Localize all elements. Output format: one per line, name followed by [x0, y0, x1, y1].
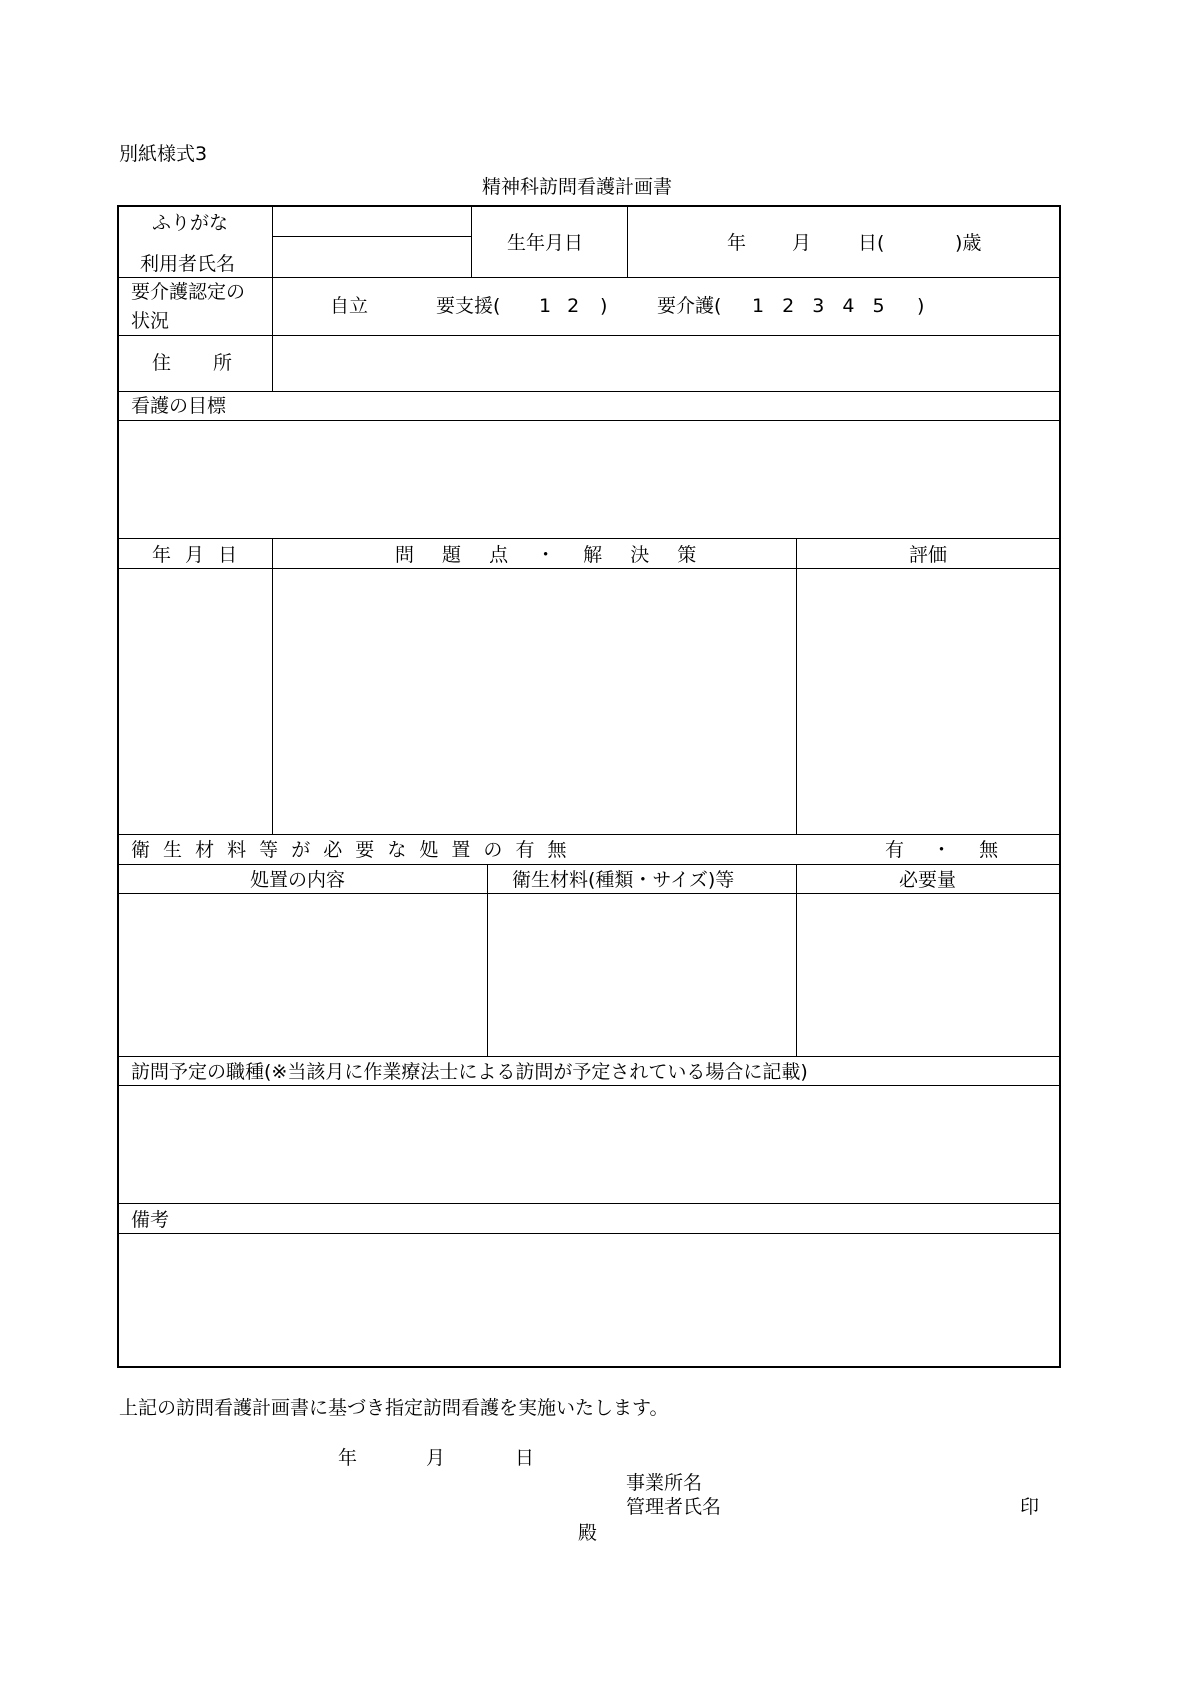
honorific: 殿 [578, 1522, 598, 1544]
seal-mark: 印 [1020, 1496, 1040, 1518]
divider [796, 864, 797, 1056]
option-independent[interactable]: 自立 [330, 295, 369, 317]
divider [117, 1056, 1061, 1057]
divider [117, 864, 1061, 865]
page-title: 精神科訪問看護計画書 [482, 176, 673, 198]
option-care-close: ) [917, 295, 925, 317]
divider [117, 538, 1061, 539]
age-suffix: )歳 [955, 232, 982, 254]
divider [117, 1085, 1061, 1086]
divider [272, 538, 273, 834]
visit-occupation-input[interactable] [119, 1087, 1059, 1202]
divider [117, 335, 1061, 336]
problem-header: 問 題 点 ・ 解 決 策 [395, 544, 697, 566]
divider [117, 834, 1061, 835]
footer-year: 年 [338, 1447, 358, 1469]
birthdate-month: 月 [792, 232, 812, 254]
goal-label: 看護の目標 [131, 395, 227, 417]
goal-input[interactable] [119, 422, 1059, 537]
date-cell[interactable] [119, 570, 271, 833]
divider [487, 864, 488, 1056]
option-support-close: ) [600, 295, 608, 317]
evaluation-header: 評価 [909, 544, 948, 566]
treatment-cell[interactable] [119, 895, 486, 1055]
visit-occupation-label: 訪問予定の職種(※当該月に作業療法士による訪問が予定されている場合に記載) [131, 1061, 808, 1083]
address-label: 住 所 [152, 352, 233, 374]
divider [272, 205, 273, 391]
remarks-label: 備考 [131, 1209, 170, 1231]
divider [471, 205, 472, 277]
evaluation-cell[interactable] [798, 570, 1059, 833]
remarks-input[interactable] [119, 1235, 1059, 1366]
divider [117, 420, 1061, 421]
footer-month: 月 [426, 1447, 446, 1469]
birthdate-year: 年 [727, 232, 747, 254]
manager-label: 管理者氏名 [626, 1496, 722, 1518]
footer-day: 日 [515, 1447, 535, 1469]
name-input[interactable] [274, 238, 470, 276]
form-number: 別紙様式3 [119, 143, 208, 165]
furigana-label: ふりがな [152, 212, 229, 234]
option-care-levels[interactable]: 1 2 3 4 5 [752, 295, 885, 317]
divider [796, 538, 797, 834]
divider [117, 893, 1061, 894]
divider [117, 568, 1061, 569]
supplies-question: 衛 生 材 料 等 が 必 要 な 処 置 の 有 無 [131, 839, 567, 861]
divider [117, 391, 1061, 392]
statement: 上記の訪問看護計画書に基づき指定訪問看護を実施いたします。 [119, 1397, 669, 1419]
address-input[interactable] [274, 337, 1059, 390]
birthdate-input[interactable] [629, 207, 1059, 276]
option-care-open: 要介護( [657, 295, 722, 317]
divider [627, 205, 628, 277]
date-header: 年 月 日 [152, 544, 238, 566]
divider [117, 1233, 1061, 1234]
material-cell[interactable] [489, 895, 795, 1055]
name-label: 利用者氏名 [140, 253, 236, 275]
furigana-input[interactable] [274, 207, 470, 235]
amount-header: 必要量 [899, 869, 957, 891]
option-support-levels[interactable]: 1 2 [539, 295, 580, 317]
divider [117, 1203, 1061, 1204]
material-header: 衛生材料(種類・サイズ)等 [512, 869, 735, 891]
care-level-label: 要介護認定の [131, 281, 246, 303]
birthdate-label: 生年月日 [507, 232, 584, 254]
supplies-answer[interactable]: 有 ・ 無 [885, 839, 999, 861]
birthdate-day: 日( [858, 232, 885, 254]
office-label: 事業所名 [626, 1472, 703, 1494]
problem-cell[interactable] [274, 570, 795, 833]
amount-cell[interactable] [798, 895, 1059, 1055]
treatment-header: 処置の内容 [250, 869, 346, 891]
divider [272, 236, 471, 237]
option-support-open: 要支援( [436, 295, 501, 317]
care-level-label-2: 状況 [131, 310, 170, 332]
divider [117, 277, 1061, 278]
